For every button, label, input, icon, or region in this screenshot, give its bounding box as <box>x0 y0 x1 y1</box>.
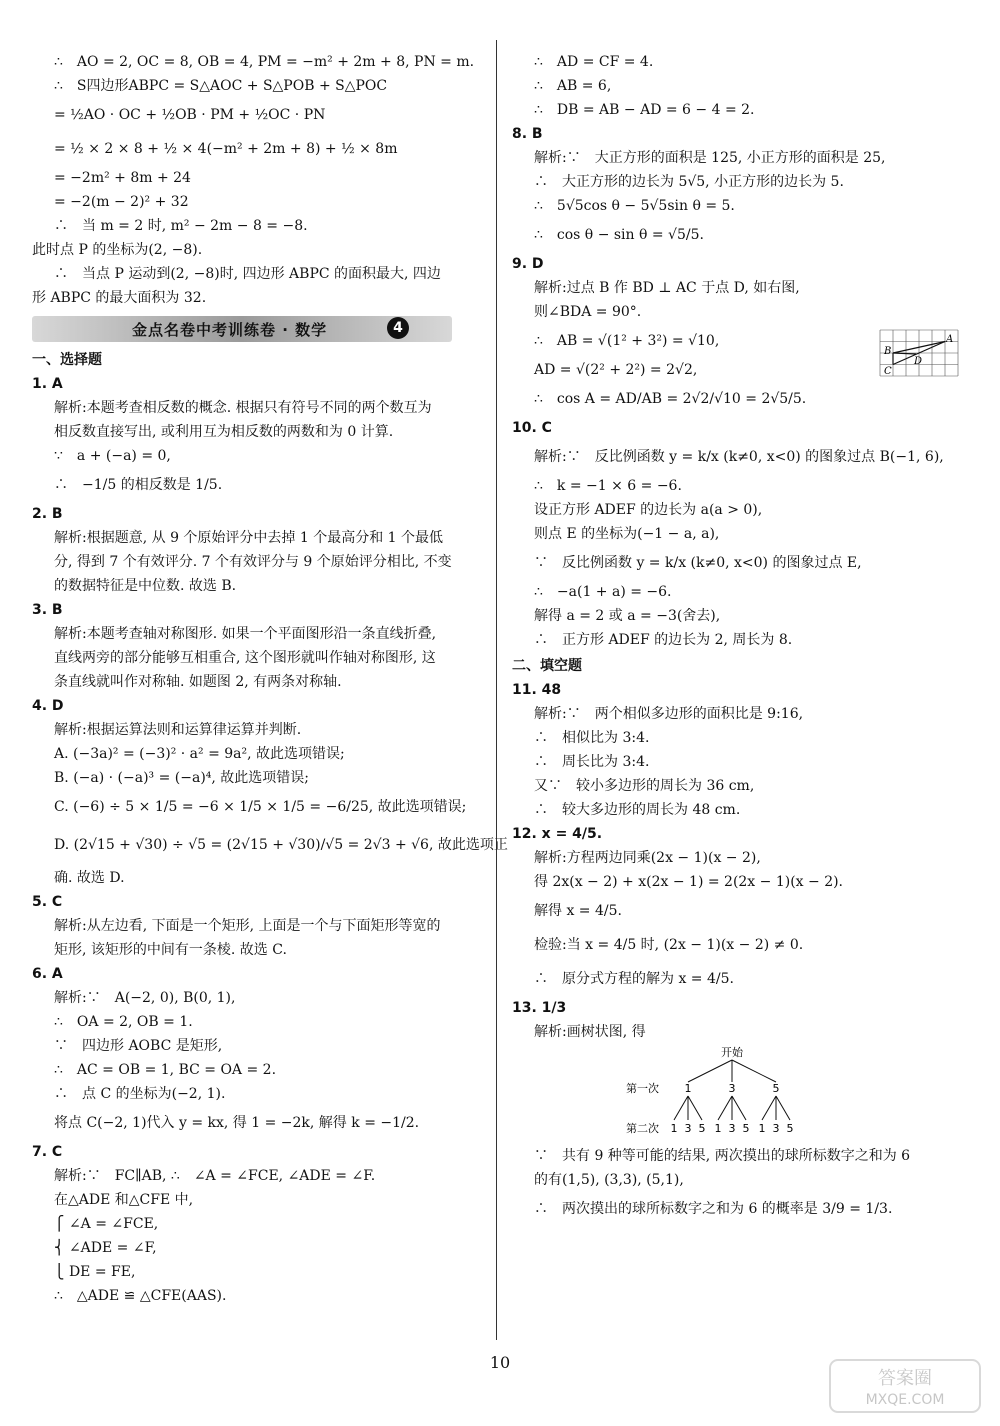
text-line: = −2(m − 2)² + 32 <box>54 194 189 210</box>
text-line: ∴ 较大多边形的周长为 48 cm. <box>534 802 741 818</box>
banner-number-badge: 4 <box>387 317 409 339</box>
text-line: 解析:过点 B 作 BD ⊥ AC 于点 D, 如右图, <box>534 280 800 296</box>
text-line: 解析:∵ 两个相似多边形的面积比是 9:16, <box>534 706 804 722</box>
text-line: ∴ AB = 6, <box>534 78 612 94</box>
text-line: 的有(1,5), (3,3), (5,1), <box>534 1172 684 1188</box>
tree-second-node: 1 <box>758 1122 766 1135</box>
text-line: 则∠BDA = 90°. <box>534 304 642 320</box>
text-line: ∵ 反比例函数 y = k/x (k≠0, x<0) 的图象过点 E, <box>534 555 862 571</box>
text-line: ∴ OA = 2, OB = 1. <box>54 1014 193 1030</box>
text-line: ∴ AB = √(1² + 3²) = √10, <box>534 333 720 349</box>
question-number: 13. 1/3 <box>512 1000 567 1016</box>
label-C: C <box>884 366 892 377</box>
text-line: ∴ 点 C 的坐标为(−2, 1). <box>54 1086 226 1102</box>
text-line: 检验:当 x = 4/5 时, (2x − 1)(x − 2) ≠ 0. <box>534 937 804 953</box>
question-number: 5. C <box>32 894 63 910</box>
answers-list-left <box>32 348 508 1308</box>
text-line: ∴ 5√5cos θ − 5√5sin θ = 5. <box>534 198 735 214</box>
text-line: 则点 E 的坐标为(−1 − a, a), <box>534 526 720 542</box>
question-number: 1. A <box>32 376 63 392</box>
text-line: 解析:根据运算法则和运算律运算并判断. <box>54 722 302 738</box>
text-line: ∴ AC = OB = 1, BC = OA = 2. <box>54 1062 277 1078</box>
question-number: 3. B <box>32 602 63 618</box>
text-line: 解析:根据题意, 从 9 个原始评分中去掉 1 个最高分和 1 个最低 <box>54 530 444 546</box>
text-line: A. (−3a)² = (−3)² · a² = 9a², 故此选项错误; <box>54 746 345 762</box>
question-number: 10. C <box>512 420 552 436</box>
text-line: 解析:∵ FC∥AB, ∴ ∠A = ∠FCE, ∠ADE = ∠F. <box>54 1168 376 1184</box>
tree-diagram <box>626 1044 832 1144</box>
text-line: 分, 得到 7 个有效评分. 7 个有效评分与 9 个原始评分相比, 不变 <box>54 554 452 570</box>
text-line: C. (−6) ÷ 5 × 1/5 = −6 × 1/5 × 1/5 = −6/25, 故此选项错误; <box>54 799 467 815</box>
text-line: 条直线就叫作对称轴. 如题图 2, 有两条对称轴. <box>54 674 342 690</box>
text-line: ∴ △ADE ≌ △CFE(AAS). <box>54 1288 227 1304</box>
text-line: = −2m² + 8m + 24 <box>54 170 191 186</box>
banner-title: 金点名卷中考训练卷 · 数学 <box>132 321 328 339</box>
question-number: 6. A <box>32 966 63 982</box>
text-line: ∴ AO = 2, OC = 8, OB = 4, PM = −m² + 2m + 8, PN = m. <box>54 54 475 70</box>
text-line: 得 2x(x − 2) + x(2x − 1) = 2(2x − 1)(x − 2). <box>534 874 844 890</box>
question-number: 9. D <box>512 256 544 272</box>
watermark-logo <box>830 1360 980 1416</box>
text-line: ∴ cos θ − sin θ = √5/5. <box>534 227 704 243</box>
text-line: ∴ 周长比为 3:4. <box>534 754 650 770</box>
text-line: = ½AO · OC + ½OB · PM + ½OC · PN <box>54 107 326 123</box>
tree-second-node: 5 <box>786 1122 794 1135</box>
text-line: ∴ S四边形ABPC = S△AOC + S△POB + S△POC <box>54 78 388 94</box>
text-line: 确. 故选 D. <box>54 870 125 886</box>
text-line: ∴ 原分式方程的解为 x = 4/5. <box>534 971 734 987</box>
svg-text:答案圈: 答案圈 <box>878 1368 932 1389</box>
text-line: 解析:本题考查轴对称图形. 如果一个平面图形沿一条直线折叠, <box>54 626 437 642</box>
right-column <box>512 50 972 1226</box>
text-line: 的数据特征是中位数. 故选 B. <box>54 578 237 594</box>
label-D: D <box>914 356 923 367</box>
text-line: ∴ k = −1 × 6 = −6. <box>534 478 682 494</box>
tree-second-node: 5 <box>698 1122 706 1135</box>
text-line: 又∵ 较小多边形的周长为 36 cm, <box>534 778 755 794</box>
text-line: D. (2√15 + √30) ÷ √5 = (2√15 + √30)/√5 = 2√3 + √6, 故此选项正 <box>54 837 508 853</box>
text-line: ∴ 大正方形的边长为 5√5, 小正方形的边长为 5. <box>534 174 844 190</box>
text-line: ∴ DB = AB − AD = 6 − 4 = 2. <box>534 102 755 118</box>
text-line: B. (−a) · (−a)³ = (−a)⁴, 故此选项错误; <box>54 770 310 786</box>
question-number: 12. x = 4/5. <box>512 826 603 842</box>
text-line: 相反数直接写出, 或利用互为相反数的两数和为 0 计算. <box>54 424 394 440</box>
svg-text:MXQE.COM: MXQE.COM <box>865 1392 945 1408</box>
text-line: 解析:∵ 反比例函数 y = k/x (k≠0, x<0) 的图象过点 B(−1, 6), <box>534 449 944 465</box>
text-line: 解析:∵ A(−2, 0), B(0, 1), <box>54 990 236 1006</box>
text-line: 解析:从左边看, 下面是一个矩形, 上面是一个与下面矩形等宽的 <box>54 918 441 934</box>
tree-start: 开始 <box>721 1046 743 1059</box>
section-heading: 二、填空题 <box>512 658 582 674</box>
label-B: B <box>884 346 892 357</box>
text-line: ∴ 正方形 ADEF 的边长为 2, 周长为 8. <box>534 632 793 648</box>
text-line: ∴ 相似比为 3:4. <box>534 730 650 746</box>
question-number: 11. 48 <box>512 682 562 698</box>
text-line: 解得 x = 4/5. <box>534 903 622 919</box>
question-number: 8. B <box>512 126 543 142</box>
text-line: 形 ABPC 的最大面积为 32. <box>32 290 207 306</box>
text-line: AD = √(2² + 2²) = 2√2, <box>534 362 698 378</box>
text-line: 解析:方程两边同乘(2x − 1)(x − 2), <box>534 850 761 866</box>
figure-q9-grid <box>880 330 958 376</box>
text-line: ∴ −1/5 的相反数是 1/5. <box>54 477 223 493</box>
text-line: 矩形, 该矩形的中间有一条棱. 故选 C. <box>54 942 287 958</box>
text-line: 直线两旁的部分能够互相重合, 这个图形就叫作轴对称图形, 这 <box>54 650 436 666</box>
page-number: 10 <box>489 1353 511 1372</box>
label-A: A <box>946 334 954 345</box>
text-line: ⎩ DE = FE, <box>54 1264 136 1280</box>
question-number: 2. B <box>32 506 63 522</box>
text-line: ∴ 当点 P 运动到(2, −8)时, 四边形 ABPC 的面积最大, 四边 <box>54 266 441 282</box>
question-number: 4. D <box>32 698 64 714</box>
text-line: 解析:∵ 大正方形的面积是 125, 小正方形的面积是 25, <box>534 150 886 166</box>
tree-first-label: 第一次 <box>626 1082 659 1095</box>
tree-second-node: 1 <box>714 1122 722 1135</box>
tree-second-node: 3 <box>772 1122 780 1135</box>
text-line: 设正方形 ADEF 的边长为 a(a > 0), <box>534 502 763 518</box>
tree-second-node: 1 <box>670 1122 678 1135</box>
text-line: ∵ a + (−a) = 0, <box>54 448 171 464</box>
text-line: ∴ AD = CF = 4. <box>534 54 654 70</box>
column-divider <box>496 40 497 1340</box>
text-line: 此时点 P 的坐标为(2, −8). <box>32 242 203 258</box>
tree-second-node: 3 <box>684 1122 692 1135</box>
tree-first-node: 5 <box>772 1082 780 1095</box>
tree-first-node: 1 <box>684 1082 692 1095</box>
text-line: 解析:画树状图, 得 <box>534 1024 646 1040</box>
answers-list-right <box>512 50 972 1044</box>
tree-first-node: 3 <box>728 1082 736 1095</box>
question-number: 7. C <box>32 1144 63 1160</box>
text-line: ⎨ ∠ADE = ∠F, <box>54 1240 157 1256</box>
text-line: ⎧ ∠A = ∠FCE, <box>54 1216 159 1232</box>
left-column <box>32 50 508 1308</box>
section-banner <box>32 316 452 342</box>
tree-second-node: 5 <box>742 1122 750 1135</box>
text-line: ∵ 四边形 AOBC 是矩形, <box>54 1038 223 1054</box>
text-line: 解析:本题考查相反数的概念. 根据只有符号不同的两个数互为 <box>54 400 432 416</box>
text-line: 在△ADE 和△CFE 中, <box>54 1192 194 1208</box>
text-line: ∴ cos A = AD/AB = 2√2/√10 = 2√5/5. <box>534 391 807 407</box>
text-line: 将点 C(−2, 1)代入 y = kx, 得 1 = −2k, 解得 k = −1/2. <box>54 1115 420 1131</box>
answer-13-conclusion <box>512 1144 972 1226</box>
section-heading: 一、选择题 <box>32 352 102 368</box>
tree-second-node: 3 <box>728 1122 736 1135</box>
text-line: 解得 a = 2 或 a = −3(舍去), <box>534 608 721 624</box>
text-line: ∴ 当 m = 2 时, m² − 2m − 8 = −8. <box>54 218 308 234</box>
text-line: ∴ 两次摸出的球所标数字之和为 6 的概率是 3/9 = 1/3. <box>534 1201 893 1217</box>
text-line: = ½ × 2 × 8 + ½ × 4(−m² + 2m + 8) + ½ × 8m <box>54 141 398 157</box>
tree-second-label: 第二次 <box>626 1122 659 1135</box>
text-line: ∵ 共有 9 种等可能的结果, 两次摸出的球所标数字之和为 6 <box>534 1148 911 1164</box>
text-line: ∴ −a(1 + a) = −6. <box>534 584 672 600</box>
q-solution-continued <box>32 50 487 310</box>
